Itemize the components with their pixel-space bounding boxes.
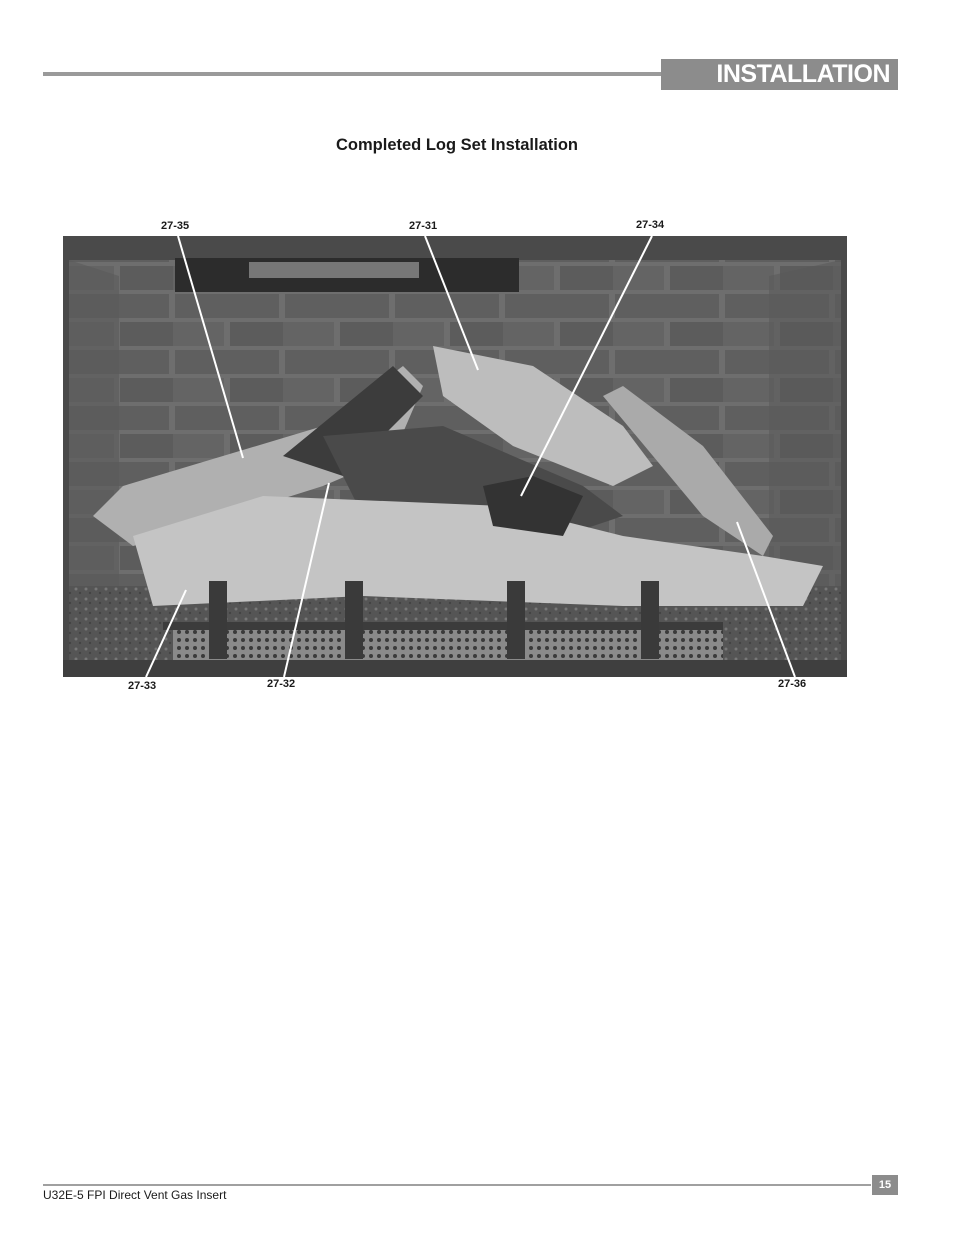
section-title: INSTALLATION — [661, 59, 898, 90]
callout-27-33: 27-33 — [128, 680, 157, 692]
callout-27-34: 27-34 — [636, 219, 665, 231]
callout-27-35: 27-35 — [161, 220, 190, 232]
log-set-photo — [63, 236, 847, 677]
header-rule — [43, 72, 661, 76]
callout-27-31: 27-31 — [409, 220, 438, 232]
page-number: 15 — [872, 1175, 898, 1195]
document-title: U32E-5 FPI Direct Vent Gas Insert — [43, 1188, 227, 1202]
footer-rule — [43, 1184, 871, 1186]
figure-title: Completed Log Set Installation — [335, 136, 578, 154]
callout-27-32: 27-32 — [267, 678, 296, 690]
callout-27-36: 27-36 — [778, 678, 807, 690]
